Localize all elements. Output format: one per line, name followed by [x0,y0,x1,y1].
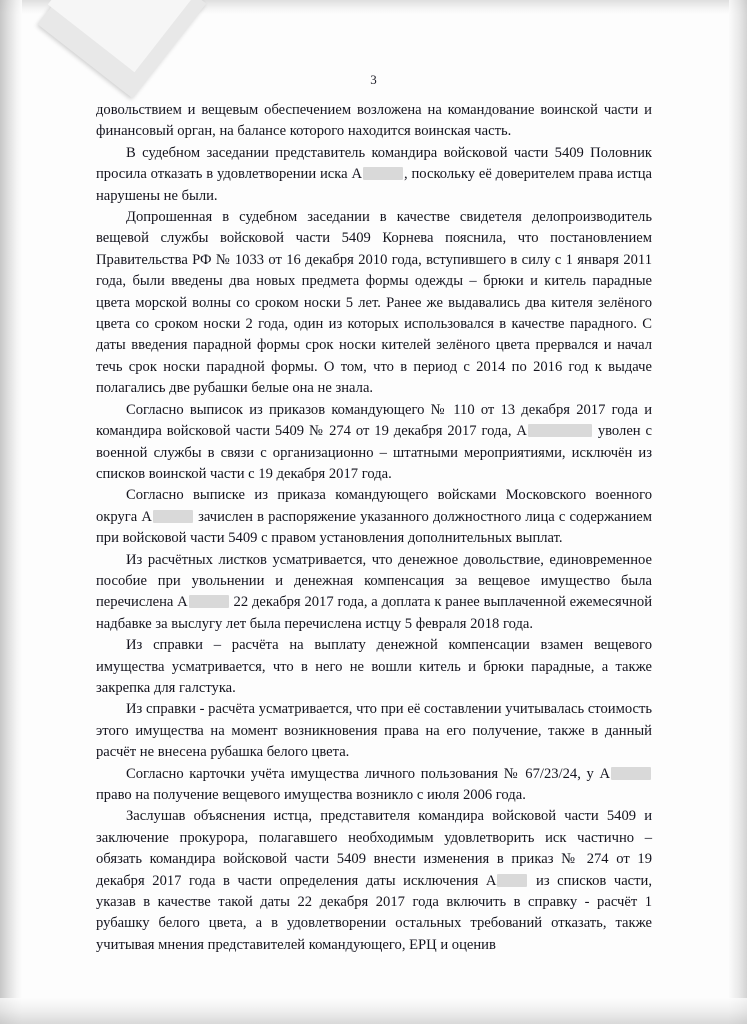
paragraph-text: Согласно карточки учёта имущества личного пользования № 67/23/24, у А [126,765,610,782]
paragraph [96,699,652,763]
redaction-bar [497,874,527,887]
paragraph-text: , поскольку её доверителем права истца нарушены не были. [96,166,652,204]
paragraph-text: право на получение вещевого имущества возникло с июля 2006 года. [96,787,526,803]
redaction-bar [189,595,229,608]
paragraph [96,806,652,956]
redaction-bar [153,510,193,523]
redaction-bar [363,167,403,180]
paragraph-text: Согласно выписке из приказа командующего войсками Московского военного округа А [96,487,652,525]
scan-edge-bottom [0,998,747,1024]
paragraph-text: В судебном заседании представитель командира войсковой части 5409 Половник просила отказать в удовлетворении иска А [96,144,652,183]
paragraph-text: Согласно выписок из приказов командующего № 110 от 13 декабря 2017 года и командира войсковой части 5409 № 274 от 19 декабря 2017 года, А [96,401,652,440]
paragraph-text: Заслушав объяснения истца, представителя командира войсковой части 5409 и заключение прокурора, полагавшего необходимым удовлетворить иск частично – обязать командира войсковой части 5409 внести изменения в приказ № 274 от 19 декабря 2017 года в части определения даты исключения А [96,808,652,889]
paragraph [96,400,652,486]
paragraph-text: 22 декабря 2017 года, а доплата к ранее выплаченной ежемесячной надбавке за выслугу лет была перечислена истцу 5 февраля 2018 года. [96,594,652,632]
paragraph [96,485,652,549]
paragraph [96,764,652,807]
paragraph-text: Допрошенная в судебном заседании в качестве свидетеля делопроизводитель вещевой службы войсковой части 5409 Корнева пояснила, что постановлением Правительства РФ № 1033 от 16 декабря 2010 года, вступившего в силу с 1 января 2011 года, были введены два новых предмета формы одежды – брюки и китель парадные цвета морской волны со сроком носки 5 лет. Ранее же выдавались два кителя зелёного цвета со сроком носки 2 года, один из которых использовался в качестве парадного. С даты введения парадной формы срок носки кителей зелёного цвета прервался и начал течь срок носки парадной формы. О том, что в период с 2014 по 2016 год к выдаче полагались две рубашки белые она не знала. [96,209,652,397]
redaction-bar [528,424,592,437]
paragraph [96,100,652,143]
paragraph-text: уволен с военной службы в связи с организационно – штатными мероприятиями, исключён из списков воинской части с 19 декабря 2017 года. [96,423,652,482]
paragraph-text: Из справки – расчёта на выплату денежной компенсации взамен вещевого имущества усматривается, что в него не вошли китель и брюки парадные, а также закрепка для галстука. [96,637,652,696]
document-body [96,100,652,956]
paragraph [96,207,652,400]
paragraph-text: довольствием и вещевым обеспечением возложена на командование воинской части и финансовый орган, на балансе которого находится воинская часть. [96,102,652,140]
paragraph-text: Из расчётных листков усматривается, что денежное довольствие, единовременное пособие при увольнении и денежная компенсация за вещевое имущество была перечислена А [96,551,652,611]
redaction-bar [611,767,651,780]
scan-edge-right [729,0,747,1024]
paragraph-text: Из справки - расчёта усматривается, что при её составлении учитывалась стоимость этого имущества на момент возникновения права на его получение, также в данный расчёт не внесена рубашка белого цвета. [96,701,652,761]
paragraph [96,635,652,699]
paragraph-text: зачислен в распоряжение указанного должностного лица с содержанием при войсковой части 5409 с правом установления дополнительных выплат. [96,508,652,547]
scan-edge-left [0,0,22,1024]
paragraph-text: из списков части, указав в качестве такой даты 22 декабря 2017 года включить в справку - расчёт 1 рубашку белого цвета, а в удовлетворении остальных требований отказать, также учитывая мнения представителей командующего, ЕРЦ и оценив [96,872,652,953]
page-number: 3 [370,72,377,87]
paragraph [96,143,652,207]
paragraph [96,550,652,636]
